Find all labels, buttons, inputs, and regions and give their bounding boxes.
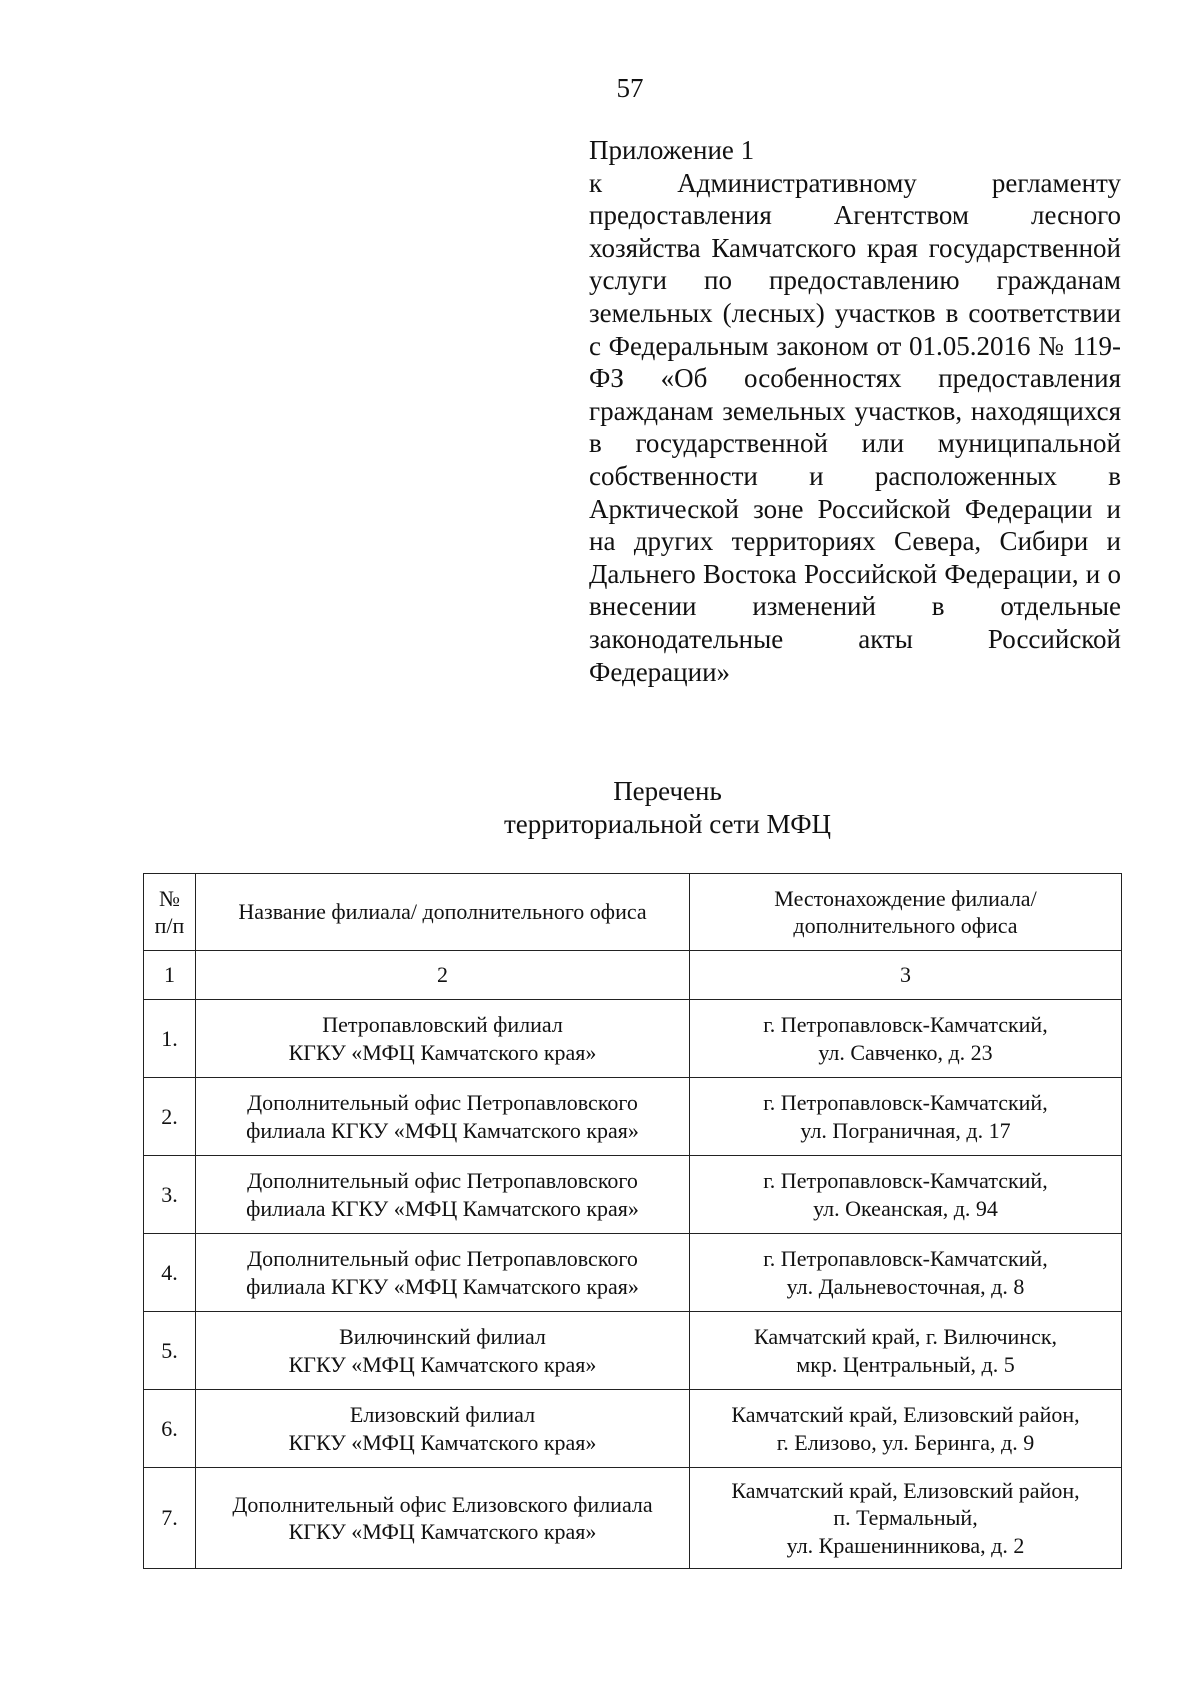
row-num: 6.: [144, 1390, 196, 1468]
row-location: г. Петропавловск-Камчатский, ул. Дальневосточная, д. 8: [690, 1234, 1122, 1312]
table-row: [144, 1312, 1122, 1390]
row-num: 5.: [144, 1312, 196, 1390]
column-number: 1: [144, 951, 196, 1000]
list-title-line2: территориальной сети МФЦ: [503, 808, 832, 839]
row-name: Елизовский филиал КГКУ «МФЦ Камчатского края»: [196, 1390, 690, 1468]
offices-table: [143, 873, 1122, 1569]
list-title-line1: Перечень: [613, 776, 722, 806]
appendix-title: Приложение 1: [589, 135, 755, 165]
row-num: 7.: [144, 1468, 196, 1569]
row-num: 1.: [144, 1000, 196, 1078]
header-num: № п/п: [144, 874, 196, 951]
table-row: [144, 1156, 1122, 1234]
row-num: 4.: [144, 1234, 196, 1312]
row-name: Петропавловский филиал КГКУ «МФЦ Камчатского края»: [196, 1000, 690, 1078]
list-title: [400, 775, 935, 840]
row-name: Дополнительный офис Елизовского филиала КГКУ «МФЦ Камчатского края»: [196, 1468, 690, 1569]
table-row: [144, 1468, 1122, 1569]
row-location: Камчатский край, Елизовский район, п. Термальный, ул. Крашенинникова, д. 2: [690, 1468, 1122, 1569]
column-number-row: [144, 951, 1122, 1000]
table-row: [144, 1234, 1122, 1312]
row-name: Дополнительный офис Петропавловского филиала КГКУ «МФЦ Камчатского края»: [196, 1156, 690, 1234]
row-location: г. Петропавловск-Камчатский, ул. Савченко, д. 23: [690, 1000, 1122, 1078]
column-number: 3: [690, 951, 1122, 1000]
row-num: 3.: [144, 1156, 196, 1234]
row-location: Камчатский край, г. Вилючинск, мкр. Центральный, д. 5: [690, 1312, 1122, 1390]
appendix-text: к Административному регламенту предоставления Агентством лесного хозяйства Камчатского края государственной услуги по предоставлению гражданам земельных (лесных) участков в соответствии с Федеральным законом от 01.05.2016 № 119-ФЗ «Об особенностях предоставления гражданам земельных участков, находящихся в государственной или муниципальной собственности и расположенных в Арктической зоне Российской Федерации и на других территориях Севера, Сибири и Дальнего Востока Российской Федерации, и о внесении изменений в отдельные законодательные акты Российской Федерации»: [589, 167, 1121, 687]
table-header-row: [144, 874, 1122, 951]
row-location: Камчатский край, Елизовский район, г. Елизово, ул. Беринга, д. 9: [690, 1390, 1122, 1468]
header-location: Местонахождение филиала/ дополнительного офиса: [690, 874, 1122, 951]
table-row: [144, 1390, 1122, 1468]
row-name: Вилючинский филиал КГКУ «МФЦ Камчатского края»: [196, 1312, 690, 1390]
appendix-block: [589, 134, 1121, 688]
row-location: г. Петропавловск-Камчатский, ул. Океанская, д. 94: [690, 1156, 1122, 1234]
page-number: 57: [616, 73, 644, 103]
row-num: 2.: [144, 1078, 196, 1156]
table-row: [144, 1000, 1122, 1078]
row-name: Дополнительный офис Петропавловского филиала КГКУ «МФЦ Камчатского края»: [196, 1234, 690, 1312]
row-name: Дополнительный офис Петропавловского филиала КГКУ «МФЦ Камчатского края»: [196, 1078, 690, 1156]
column-number: 2: [196, 951, 690, 1000]
row-location: г. Петропавловск-Камчатский, ул. Пограничная, д. 17: [690, 1078, 1122, 1156]
table-row: [144, 1078, 1122, 1156]
header-name: Название филиала/ дополнительного офиса: [196, 874, 690, 951]
